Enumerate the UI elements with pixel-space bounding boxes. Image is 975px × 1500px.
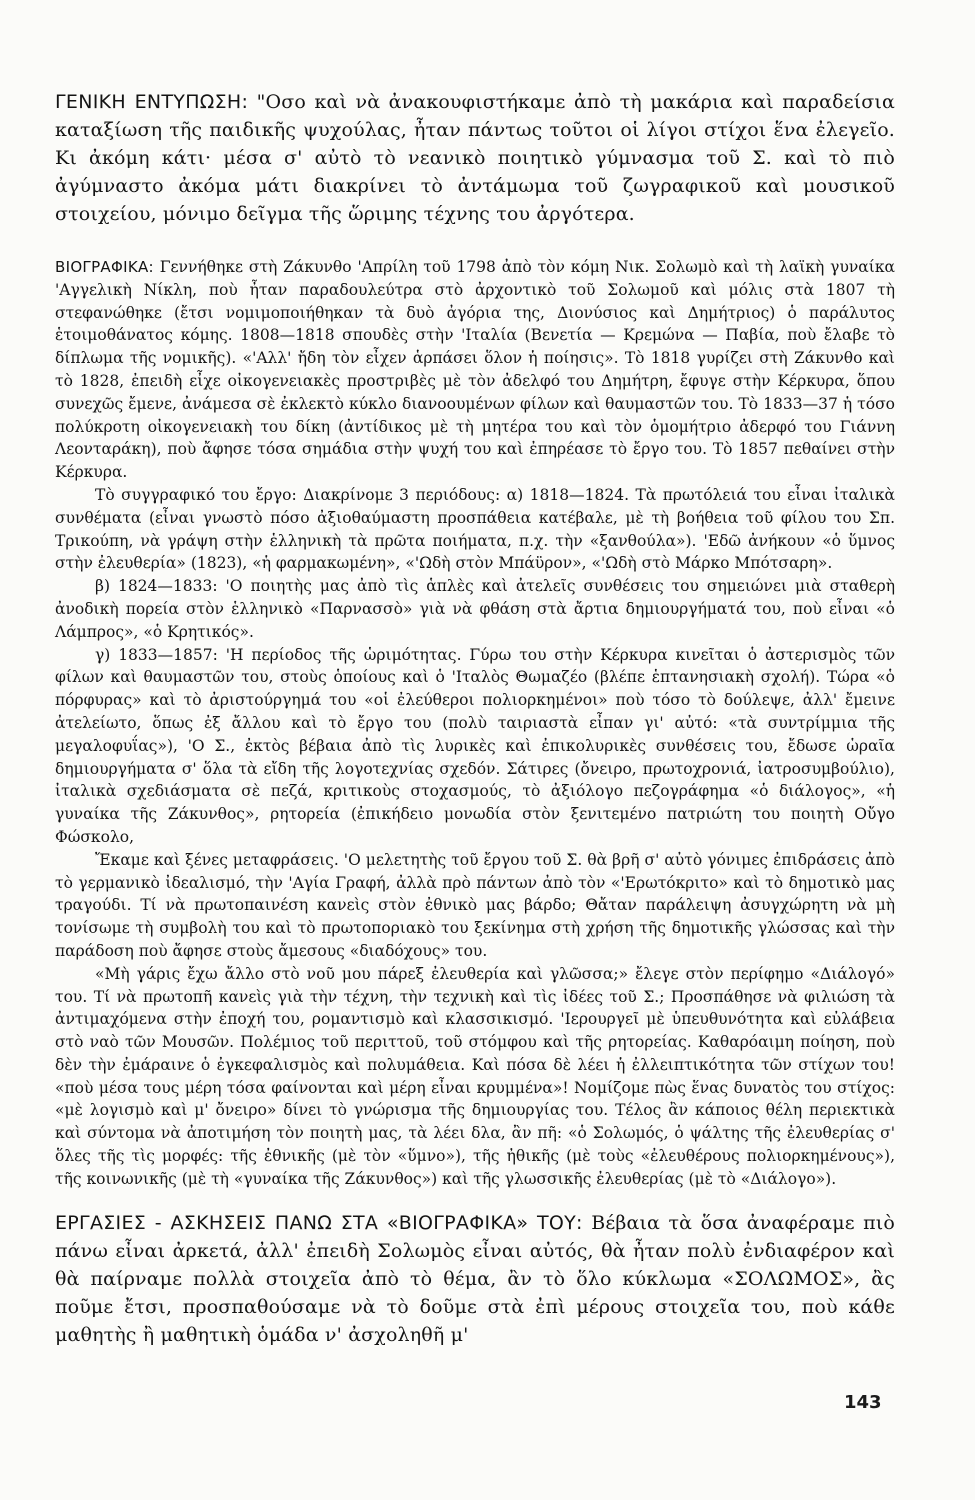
biography-paragraph-1 xyxy=(55,256,895,484)
biography-section xyxy=(55,256,895,1191)
biography-paragraph-4: γ) 1833—1857: 'Η περίοδος τῆς ὡριμότητας. Γύρω του στὴν Κέρκυρα κινεῖται ὁ ἀστερισμὸς τῶν φίλων καὶ θαυμαστῶν του, στοὺς ὁποίους καὶ ὁ 'Ιταλὸς Θωμαζέο (βλέπε ἑπτανησιακὴ σχολή). Τώρα «ὁ πόρφυρας» καὶ τὸ ἀριστούργημά του «οἱ ἐλεύθεροι πολιορκημένοι» ποὺ τόσο τὸ δούλεψε, ἀλλ' ἔμεινε ἀτελείωτο, ὅπως ἐξ ἄλλου καὶ τὸ ἔργο του (πολὺ ταιριαστὰ εἶπαν γι' αὐτό: «τὰ συντρίμμια τῆς μεγαλοφυΐας»), 'Ο Σ., ἐκτὸς βέβαια ἀπὸ τὶς λυρικὲς καὶ ἐπικολυρικὲς συνθέσεις του, ἔδωσε ὡραῖα δημιουργήματα σ' ὅλα τὰ εἴδη τῆς λογοτεχνίας σχεδόν. Σάτιρες (ὄνειρο, πρωτοχρονιά, ἰατροσυμβούλιο), ἰταλικὰ σχεδιάσματα σὲ πεζά, κριτικοὺς στοχασμούς, τὸ ἀξιόλογο πεζογράφημα «ὁ διάλογος», «ἡ γυναίκα τῆς Ζάκυνθος», ρητορεία (ἐπικήδειο μονωδία στὸν ξενιτεμένο πατριώτη του ποιητὴ Οὔγο Φώσκολο, xyxy=(55,645,895,846)
biography-paragraph-3: β) 1824—1833: 'Ο ποιητὴς μας ἀπὸ τὶς ἁπλὲς καὶ ἀτελεῖς συνθέσεις του σημειώνει μιὰ σταθερὴ ἀνοδικὴ πορεία στὸν ἑλληνικὸ «Παρνασσὸ» γιὰ νὰ φθάση στὰ ἄρτια δημιουργήματά του, ποὺ εἶναι «ὁ Λάμπρος», «ὁ Κρητικός». xyxy=(55,577,895,641)
general-impression-text: "Οσο καὶ νὰ ἀνακουφιστήκαμε ἀπὸ τὴ μακάρια καὶ παραδείσια καταξίωση τῆς παιδικῆς ψυχούλας, ἦταν πάντως τοῦτοι οἱ λίγοι στίχοι ἕνα ἐλεγεῖο. Κι ἀκόμη κάτι· μέσα σ' αὐτὸ τὸ νεανικὸ ποιητικὸ γύμνασμα τοῦ Σ. καὶ τὸ πιὸ ἀγύμναστο ἀκόμα μάτι διακρίνει τὸ ἀντάμωμα τοῦ ζωγραφικοῦ καὶ μουσικοῦ στοιχείου, μόνιμο δεῖγμα τῆς ὥριμης τέχνης του ἀργότερα. xyxy=(55,91,895,225)
exercises-heading: ΕΡΓΑΣΙΕΣ - ΑΣΚΗΣΕΙΣ ΠΑΝΩ ΣΤΑ «ΒΙΟΓΡΑΦΙΚΑ» ΤΟΥ: xyxy=(55,1211,583,1234)
page-number: 143 xyxy=(844,1392,882,1413)
biography-paragraph-6: «Μὴ γάρις ἔχω ἄλλο στὸ νοῦ μου πάρεξ ἐλευθερία καὶ γλῶσσα;» ἔλεγε στὸν περίφημο «Διάλογό» του. Τί νὰ πρωτοπῆ κανεὶς γιὰ τὴν τέχνη, τὴν τεχνικὴ καὶ τὶς ἰδέες τοῦ Σ.; Προσπάθησε νὰ φιλιώση τὰ ἀντιμαχόμενα στὴν ἐποχή του, ρομαντισμὸ καὶ κλασσικισμό. 'Ιερουργεῖ μὲ ὑπευθυνότητα καὶ εὐλάβεια στὸ ναὸ τῶν Μουσῶν. Πολέμιος τοῦ περιττοῦ, τοῦ στόμφου καὶ τῆς ρητορείας. Καθαρόαιμη ποίηση, ποὺ δὲν τὴν ἐμάραινε ὁ ἐγκεφαλισμὸς καὶ πολυμάθεια. Καὶ πόσα δὲ λέει ἡ ἐλλειπτικότητα τῶν στίχων του! «ποὺ μέσα τους μέρη τόσα φαίνονται καὶ μέρη εἶναι κρυμμένα»! Νομίζομε πὼς ἕνας δυνατὸς του στίχος: «μὲ λογισμὸ καὶ μ' ὄνειρο» δίνει τὸ γνώρισμα τῆς δημιουργίας του. Τέλος ἂν κάποιος θέλη περιεκτικὰ καὶ σύντομα νὰ ἀποτιμήση τὸν ποιητὴ μας, τὰ λέει δλα, ἂν πῆ: «ὁ Σολωμός, ὁ ψάλτης τῆς ἐλευθερίας σ' ὅλες τῆς τὶς μορφές: τῆς ἐθνικῆς (μὲ τὸν «ὕμνο»), τῆς ἠθικῆς (μὲ τοὺς «ἐλευθέρους πολιορκημένους»), τῆς κοινωνικῆς (μὲ τὴ «γυναίκα τῆς Ζάκυνθος») καὶ τῆς γλωσσικῆς ἐλευθερίας (μὲ τὸ «Διάλογο»). xyxy=(55,964,895,1188)
exercises-text: Βέβαια τὰ ὅσα ἀναφέραμε πιὸ πάνω εἶναι ἀρκετά, ἀλλ' ἐπειδὴ Σολωμὸς εἶναι αὐτός, θὰ ἦταν πολὺ ἐνδιαφέρον καὶ θὰ παίρναμε πολλὰ στοιχεῖα ἀπὸ τὸ θέμα, ἂν τὸ ὅλο κύκλωμα «ΣΟΛΩΜΟΣ», ἂς ποῦμε ἔτσι, προσπαθούσαμε νὰ τὸ δοῦμε στὰ ἐπὶ μέρους στοιχεῖα του, ποὺ κάθε μαθητὴς ἢ μαθητικὴ ὁμάδα ν' ἀσχοληθῆ μ' xyxy=(55,1211,895,1346)
general-impression-heading: ΓΕΝΙΚΗ ΕΝΤΥΠΩΣΗ: xyxy=(55,91,249,113)
biography-paragraph-2: Τὸ συγγραφικό του ἔργο: Διακρίνομε 3 περιόδους: α) 1818—1824. Τὰ πρωτόλειά του εἶναι ἰταλικὰ συνθέματα (εἶναι γνωστὸ πόσο ἀξιοθαύμαστη προσπάθεια κατέβαλε, μὲ τὴ βοήθεια τοῦ φίλου του Σπ. Τρικούπη, νὰ γράψη στὴν ἑλληνικὴ τὰ πρῶτα ποιήματα, π.χ. τὴν «ξανθούλα»). 'Εδῶ ἀνήκουν «ὁ ὕμνος στὴν ἐλευθερία» (1823), «ἡ φαρμακωμένη», «'Ωδὴ στὸν Μπάϋρον», «'Ωδὴ στὸ Μάρκο Μπότσαρη». xyxy=(55,485,895,573)
biography-heading: ΒΙΟΓΡΑΦΙΚΑ: xyxy=(55,258,154,276)
general-impression-paragraph xyxy=(55,88,895,228)
biography-paragraph-5: Ἔκαμε καὶ ξένες μεταφράσεις. 'Ο μελετητὴς τοῦ ἔργου τοῦ Σ. θὰ βρῆ σ' αὐτὸ γόνιμες ἐπιδράσεις ἀπὸ τὸ γερμανικὸ ἰδεαλισμό, τὴν 'Αγία Γραφή, ἀλλὰ πρὸ πάντων ἀπὸ τὸν «'Ερωτόκριτο» καὶ τὸ δημοτικὸ μας τραγούδι. Τί νὰ πρωτοπαινέση κανεὶς στὸν ἐθνικὸ μας βάρδο; Θἄταν παράλειψη ἀσυγχώρητη νὰ μὴ τονίσωμε τὴ συμβολὴ του καὶ τὸ πρωτοποριακὸ του ξεκίνημα στὴ χρήση τῆς δημοτικῆς γλώσσας καὶ τὴν παράδοση ποὺ ἄφησε στοὺς ἄμεσους «διαδόχους» του. xyxy=(55,850,895,960)
page-body xyxy=(55,88,895,1488)
biography-text-1: Γεννήθηκε στὴ Ζάκυνθο 'Απρίλη τοῦ 1798 ἀπὸ τὸν κόμη Νικ. Σολωμὸ καὶ τὴ λαϊκὴ γυναίκα 'Αγγελικὴ Νίκλη, ποὺ ἦταν παραδουλεύτρα στὸ ἀρχοντικὸ τοῦ Σολωμοῦ καὶ μόλις στὰ 1807 τὴ στεφανώθηκε (ἔτσι νομιμοποιήθηκαν τὰ δυὸ ἀγόρια της, Διονύσιος καὶ Δημήτριος) ὁ παράλυτος ἑτοιμοθάνατος κόμης. 1808—1818 σπουδὲς στὴν 'Ιταλία (Βενετία — Κρεμώνα — Παβία, ποὺ ἔλαβε τὸ δίπλωμα τῆς νομικῆς). «'Αλλ' ἤδη τὸν εἶχεν ἁρπάσει ὅλον ἡ ποίησις». Τὸ 1818 γυρίζει στὴ Ζάκυνθο καὶ τὸ 1828, ἐπειδὴ εἶχε οἰκογενειακὲς προστριβὲς μὲ τὸν ἀδελφό του Δημήτρη, ἔφυγε στὴν Κέρκυρα, ὅπου συνεχῶς ἔμενε, ἀνάμεσα σὲ ἐκλεκτὸ κύκλο διανοουμένων φίλων καὶ θαυμαστῶν του. Τὸ 1833—37 ἡ τόσο πολύκροτη οἰκογενειακὴ του δίκη (ἀντίδικος μὲ τὴ μητέρα του καὶ τὸν ὁμομήτριο ἀδερφό του Γιάννη Λεονταράκη), ποὺ ἄφησε τόσα σημάδια στὴν ψυχή του καὶ ἐπηρέασε τὸ ἔργο του. Τὸ 1857 πεθαίνει στὴν Κέρκυρα. xyxy=(55,258,895,482)
exercises-paragraph xyxy=(55,1209,895,1349)
